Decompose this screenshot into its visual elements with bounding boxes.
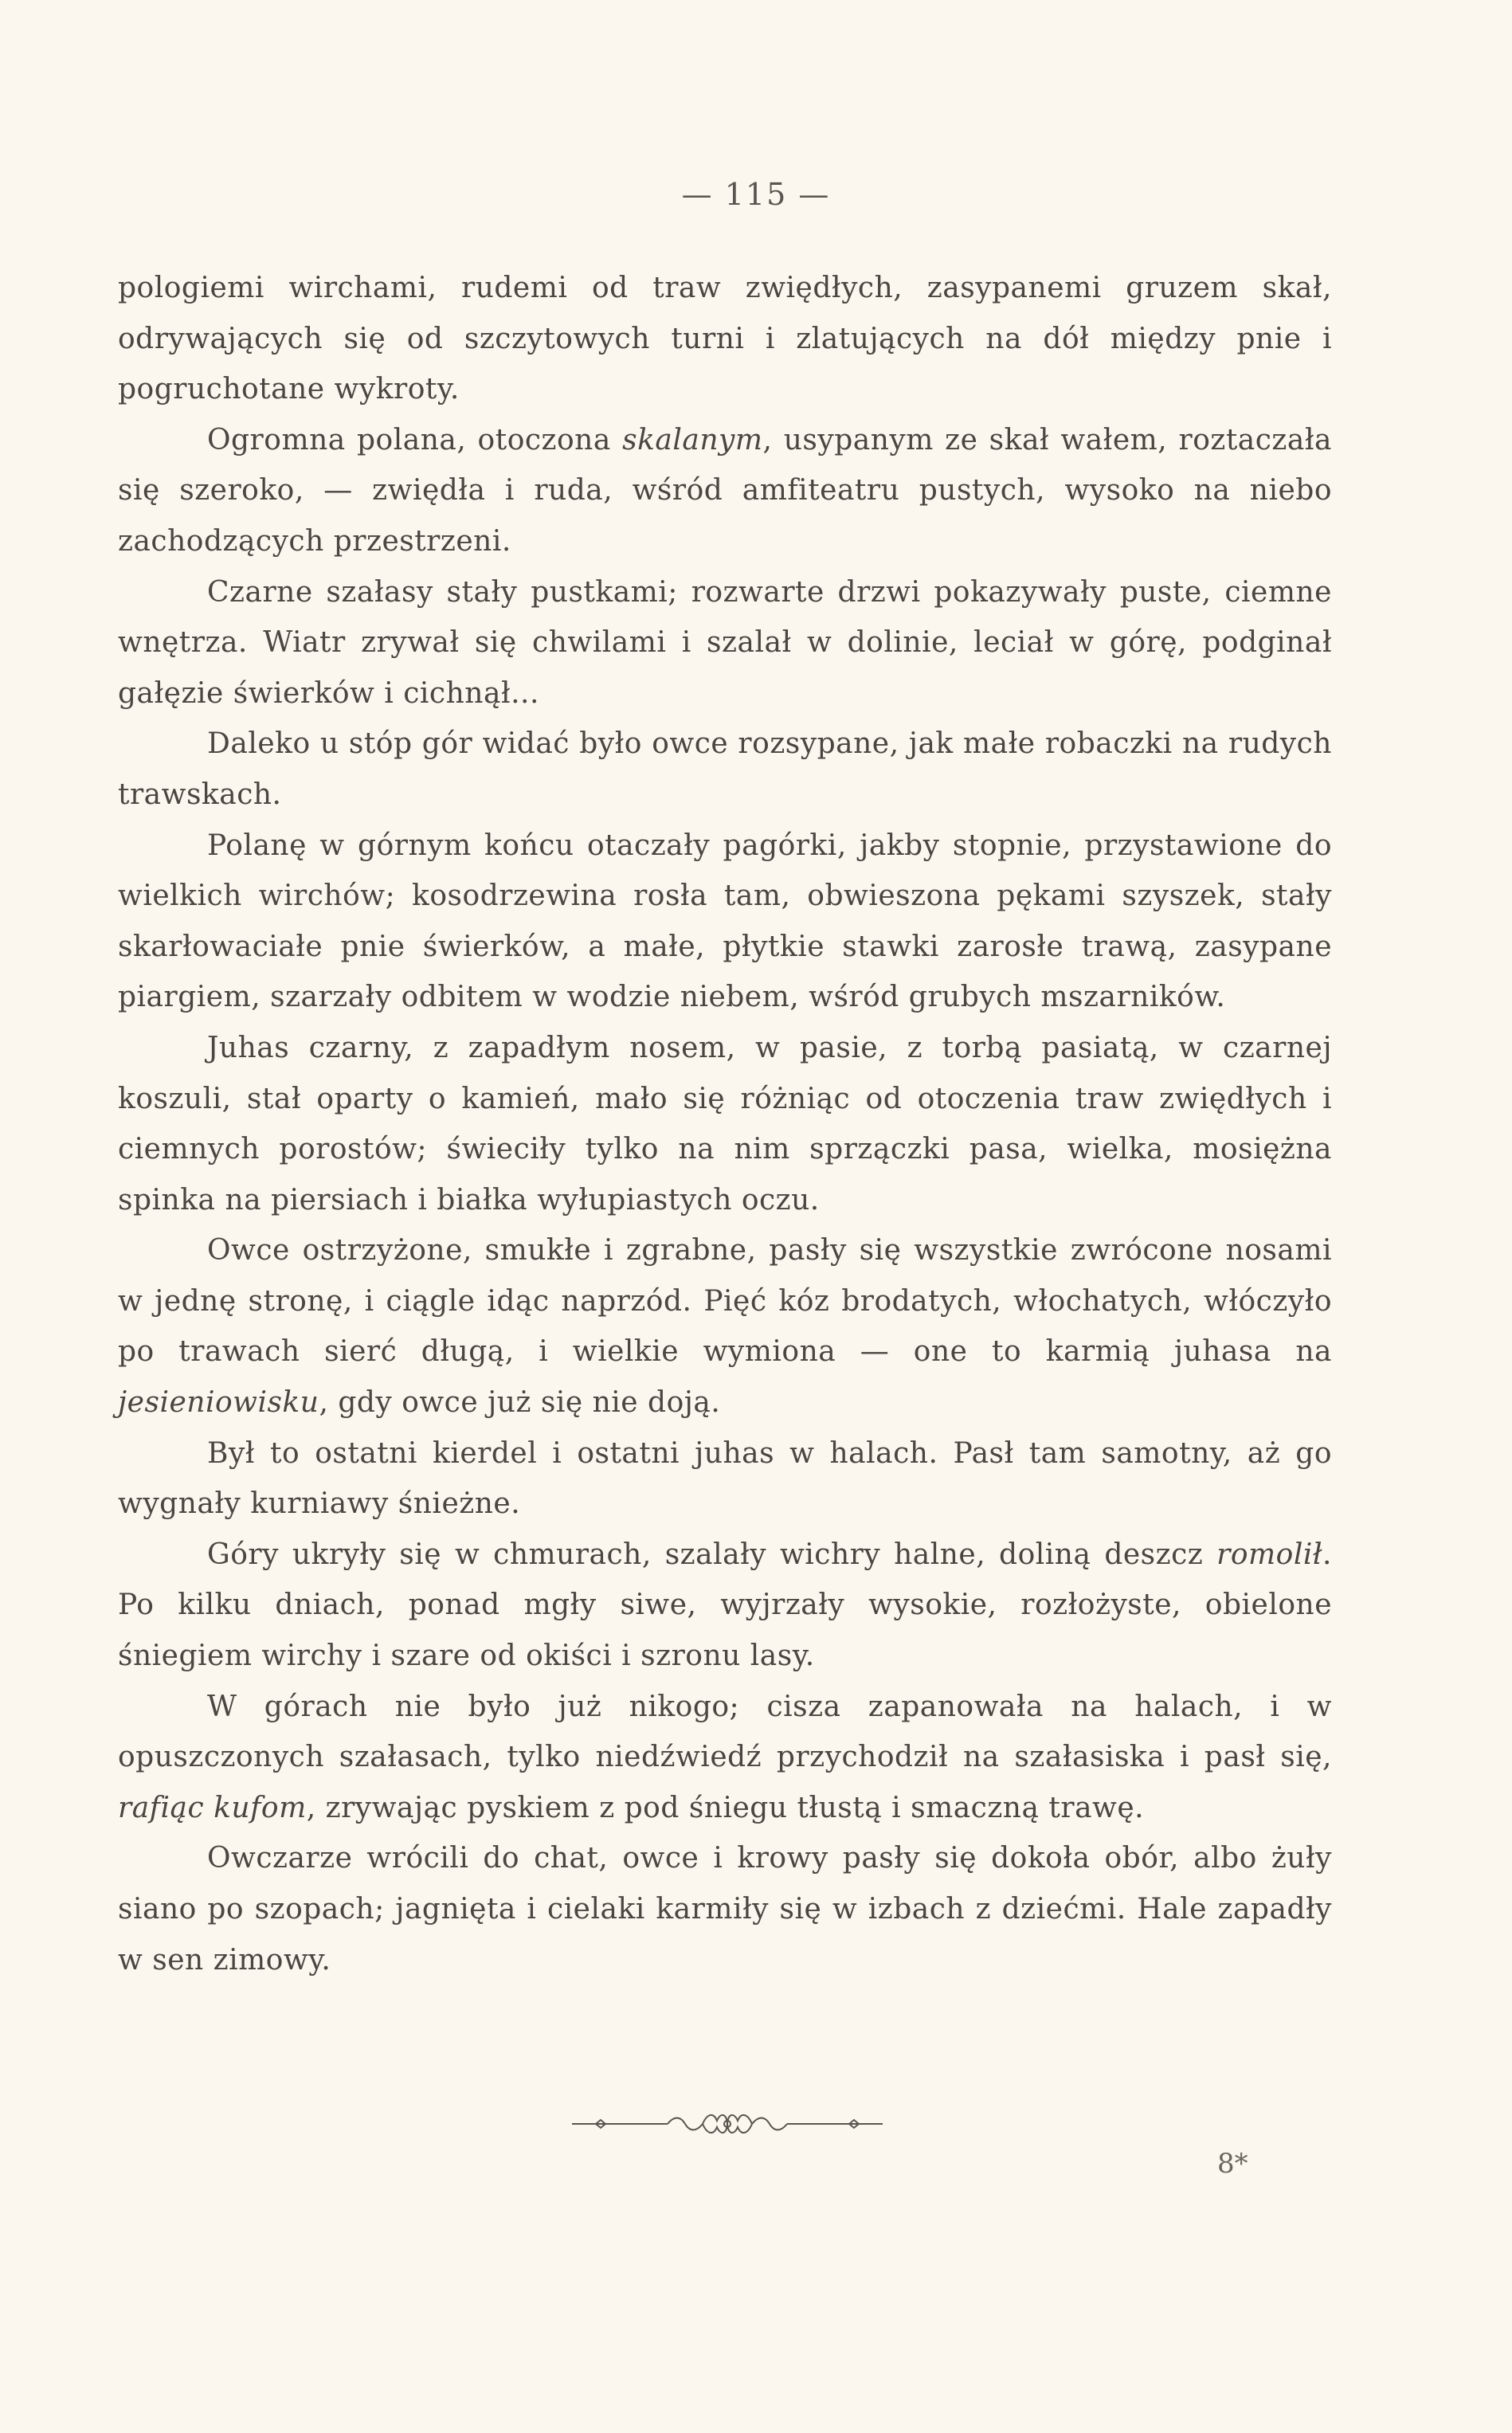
paragraph: [118, 415, 1332, 567]
paragraph: [118, 567, 1332, 719]
italic-term: skalanym: [622, 423, 763, 456]
text-segment: Owce ostrzyżone, smukłe i zgrabne, pasły się wszystkie zwrócone nosami w jednę stronę, i ciągle idąc naprzód. Pięć kóz brodatych, włochatych, włóczyło po trawach sierć długą, i wielkie wymiona — one to karmią juhasa na: [118, 1234, 1332, 1369]
paragraph: [118, 719, 1332, 820]
text-segment: Czarne szałasy stały pustkami; rozwarte drzwi pokazywały puste, ciemne wnętrza. Wiatr zrywał się chwilami i szalał w dolinie, leciał w górę, podginał gałęzie świerków i cichnął...: [118, 575, 1332, 710]
signature-mark: 8*: [1217, 2148, 1248, 2180]
paragraph: [118, 1428, 1332, 1530]
text-segment: W górach nie było już nikogo; cisza zapanowała na halach, i w opuszczonych szałasach, tylko niedźwiedź przychodził na szałasiska i pasł się,: [118, 1690, 1332, 1774]
paragraph: [118, 1225, 1332, 1428]
body-text: [118, 263, 1332, 1985]
paragraph: [118, 263, 1332, 415]
text-segment: Juhas czarny, z zapadłym nosem, w pasie, z torbą pasiatą, w czarnej koszuli, stał oparty o kamień, mało się różniąc od otoczenia traw zwiędłych i ciemnych porostów; świeciły tylko na nim sprzączki pasa, wielka, mosiężna spinka na piersiach i białka wyłupiastych oczu.: [118, 1031, 1332, 1216]
fleuron-divider-icon: [572, 2110, 883, 2138]
text-segment: Owczarze wrócili do chat, owce i krowy pasły się dokoła obór, albo żuły siano po szopach; jagnięta i cielaki karmiły się w izbach z dziećmi. Hale zapadły w sen zimowy.: [118, 1842, 1332, 1977]
text-segment: , zrywając pyskiem z pod śniegu tłustą i smaczną trawę.: [306, 1791, 1145, 1824]
text-segment: . Po kilku dniach, ponad mgły siwe, wyjrzały wysokie, rozłożyste, obielone śniegiem wirchy i szare od okiści i szronu lasy.: [118, 1538, 1332, 1673]
text-segment: Polanę w górnym końcu otaczały pagórki, jakby stopnie, przystawione do wielkich wirchów; kosodrzewina rosła tam, obwieszona pękami szyszek, stały skarłowaciałe pnie świerków, a małe, płytkie stawki zarosłe trawą, zasypane piargiem, szarzały odbitem w wodzie niebem, wśród grubych mszarników.: [118, 829, 1332, 1014]
text-segment: , usypanym ze skał wałem, roztaczała się szeroko, — zwiędła i ruda, wśród amfiteatru pustych, wysoko na niebo zachodzących przestrzeni.: [118, 423, 1332, 558]
text-segment: pologiemi wirchami, rudemi od traw zwiędłych, zasypanemi gruzem skał, odrywających się od szczytowych turni i zlatujących na dół między pnie i pogruchotane wykroty.: [118, 272, 1332, 406]
paragraph: [118, 1682, 1332, 1834]
text-segment: Ogromna polana, otoczona: [207, 423, 623, 456]
paragraph: [118, 1530, 1332, 1682]
paragraph: [118, 1833, 1332, 1985]
italic-term: jesieniowisku: [118, 1386, 319, 1420]
page-number: — 115 —: [681, 177, 831, 212]
text-segment: Góry ukryły się w chmurach, szalały wichry halne, doliną deszcz: [207, 1538, 1217, 1571]
text-segment: Był to ostatni kierdel i ostatni juhas w halach. Pasł tam samotny, aż go wygnały kurniawy śnieżne.: [118, 1436, 1332, 1521]
paragraph: [118, 1023, 1332, 1225]
paragraph: [118, 821, 1332, 1023]
text-segment: , gdy owce już się nie doją.: [319, 1386, 721, 1420]
italic-term: romolił: [1216, 1538, 1323, 1571]
italic-term: rafiąc kufom: [118, 1791, 307, 1824]
text-segment: Daleko u stóp gór widać było owce rozsypane, jak małe robaczki na rudych trawskach.: [118, 727, 1332, 811]
